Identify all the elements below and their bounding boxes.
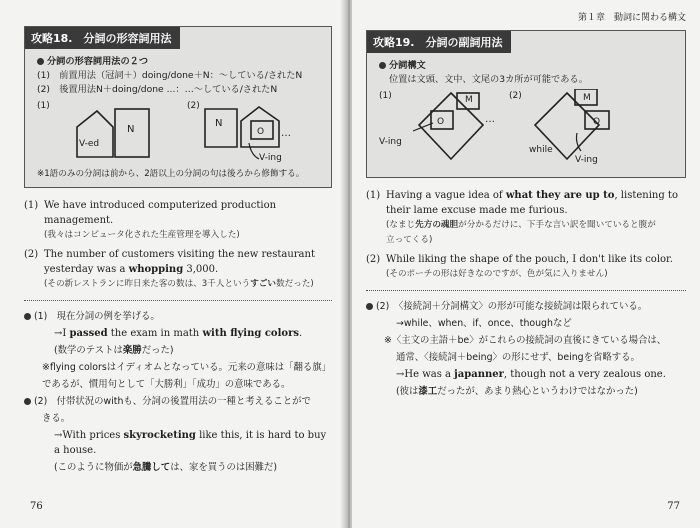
box-title: 攻略19. 分詞の副詞用法: [367, 31, 511, 53]
diagram-dots: …: [281, 128, 291, 139]
section-1-jp: (数学のテストは楽勝だった): [54, 345, 174, 356]
section-1-note-2: であるが、慣用句として「大勝利」「成功」の意味である。: [42, 379, 291, 390]
diagram-label-2: (2): [509, 91, 522, 101]
example-2-en: While liking the shape of the pouch, I don't like its color.: [386, 254, 673, 265]
example-2-jp: (その新レストランに昨日来た客の数は、3千人というすごい数だった): [44, 279, 314, 289]
example-2: (2) While liking the shape of the pouch, I don't like its color. (そのポーチの形は好きなのですが、色が気に入りません): [366, 252, 686, 282]
bullet-icon: [379, 62, 386, 69]
dotted-divider: [24, 300, 332, 301]
diagram-label-1: (1): [379, 91, 392, 101]
ving-pointer: [249, 143, 259, 159]
diamond-1: [419, 93, 483, 159]
example-1: (1) We have introduced computerized production management. (我々はコンピュータ化された生産管理を導入した): [24, 198, 332, 243]
left-page: [0, 0, 346, 528]
section-2-head: (2) 付帯状況のwithも、分詞の後置用法の一種と考えることがで: [24, 394, 332, 409]
running-head: 第１章 動詞に関わる構文: [577, 13, 686, 23]
example-1-jp: (我々はコンピュータ化された生産管理を導入した): [44, 230, 240, 240]
box-heading: 分詞の形容詞用法の２つ: [37, 55, 323, 69]
diagram-while: while: [529, 145, 553, 155]
bullet-icon: [24, 313, 31, 320]
example-2: (2) The number of customers visiting the new restaurant yesterday was a whopping 3,000. (その新レストランに昨日来た客の数は、3千人というすごい数だった): [24, 247, 332, 292]
dotted-divider: [366, 290, 686, 291]
example-2-en: The number of customers visiting the new restaurant yesterday was a whopping 3,000.: [44, 249, 315, 275]
diagram-m2: M: [583, 93, 591, 103]
diagram-o: O: [257, 127, 265, 137]
box-note: ※1語のみの分詞は前から、2語以上の分詞の句は後ろから修飾する。: [37, 169, 305, 179]
section-2-head-cont: きる。: [42, 413, 71, 424]
diagram-o2: O: [593, 117, 601, 127]
section-conjunctions: →while、when、if、once、thoughなど: [396, 318, 572, 329]
diagram-dots: …: [485, 114, 495, 125]
example-1: (1) Having a vague idea of what they are up to, listening to their lame excuse made me furious. (なまじ先方の魂胆が分かるだけに、下手な言い訳を聞いていると腹が 立ってくる): [366, 188, 686, 248]
participle-diagram: [379, 89, 677, 167]
diagram-o1: O: [437, 117, 445, 127]
section-en: →He was a japanner, though not a very zealous one.: [396, 369, 666, 380]
section-1-en: →I passed the exam in math with flying colors.: [54, 328, 303, 339]
right-page: [352, 0, 700, 528]
page-number-right: 77: [667, 501, 680, 512]
diagram-ving: V-ing: [259, 153, 282, 163]
diagram-label-1: (1): [37, 101, 50, 111]
box-body: [367, 53, 685, 177]
strategy-19-box: [366, 30, 686, 178]
section-1-note-1: ※flying colorsはイディオムとなっている。元来の意味は「翻る旗」: [42, 362, 332, 373]
participle-diagram: [37, 99, 323, 163]
box-subtext: 位置は文頭、文中、文尾の3カ所が可能である。: [389, 74, 588, 85]
bullet-icon: [24, 398, 31, 405]
box-heading: 分詞構文: [379, 59, 677, 73]
page-number-left: 76: [30, 501, 43, 512]
box-title: 攻略18. 分詞の形容詞用法: [25, 27, 180, 49]
example-1-jp-2: 立ってくる): [386, 235, 433, 245]
bullet-icon: [366, 303, 373, 310]
rule-2: (2) 後置用法N＋doing/done ...：…～している/されたN: [37, 84, 278, 95]
section-head: (2) 〈接続詞＋分詞構文〉の形が可能な接続詞は限られている。: [366, 299, 686, 314]
diagram-ved: V-ed: [79, 139, 100, 149]
bullet-icon: [37, 58, 44, 65]
diagram-m1: M: [465, 95, 473, 105]
example-1-jp-1: (なまじ先方の魂胆が分かるだけに、下手な言い訳を聞いていると腹が: [386, 220, 656, 230]
section-2-jp: (このように物価が急騰しては、家を買うのは困難だ): [54, 462, 277, 473]
box-body: [25, 49, 331, 187]
diagram-label-2: (2): [187, 101, 200, 111]
example-2-jp: (そのポーチの形は好きなのですが、色が気に入りません): [386, 269, 608, 279]
section-2-en: →With prices skyrocketing like this, it is hard to buy a house.: [54, 430, 327, 456]
section-1-head: (1) 現在分詞の例を挙げる。: [24, 309, 332, 324]
example-1-en: We have introduced computerized production management.: [44, 200, 277, 226]
section-note-2: 通常、〈接続詞＋being〉の形にせず、beingを省略する。: [396, 352, 640, 363]
section-note-1: ※〈主文の主語＋be〉がこれらの接続詞の直後にきている場合は、: [384, 335, 667, 346]
section-jp: (彼は漆工だったが、あまり熱心というわけではなかった): [396, 386, 638, 397]
diagram-n2: N: [215, 118, 223, 129]
diagram-drawing: [37, 99, 337, 163]
strategy-18-box: [24, 26, 332, 188]
rule-1: (1) 前置用法（冠詞＋）doing/done＋N：～している/されたN: [37, 70, 303, 81]
diagram-ving-2: V-ing: [575, 155, 598, 165]
diagram-n1: N: [127, 124, 135, 135]
diagram-ving-1: V-ing: [379, 137, 402, 147]
example-1-en: Having a vague idea of what they are up to, listening to their lame excuse made me furious.: [386, 190, 678, 216]
